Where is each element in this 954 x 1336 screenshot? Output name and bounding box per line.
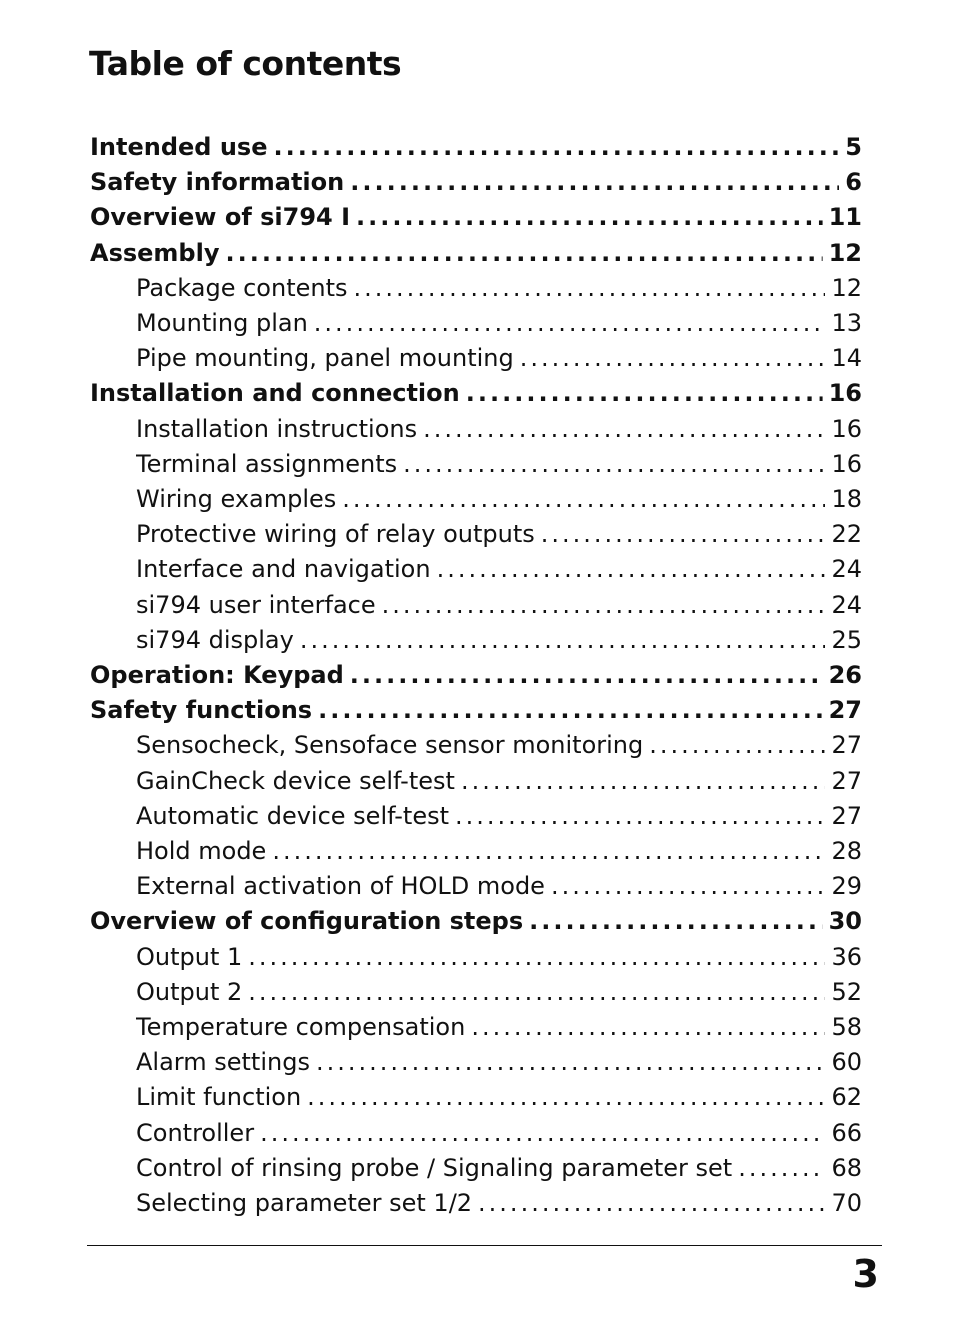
- toc-subentry[interactable]: [136, 412, 862, 447]
- toc-entry-title: Safety functions: [90, 696, 313, 725]
- toc-subentry[interactable]: [136, 623, 862, 658]
- toc-entry-title: Limit function: [136, 1083, 302, 1112]
- toc-entry-page: 14: [831, 344, 862, 373]
- toc-entry-title: Sensocheck, Sensoface sensor monitoring: [136, 731, 644, 760]
- dot-leader: [316, 1045, 826, 1080]
- dot-leader: [437, 552, 826, 587]
- dot-leader: [466, 376, 823, 411]
- toc-entry-title: Output 1: [136, 942, 243, 971]
- toc-entry-title: External activation of HOLD mode: [136, 872, 545, 901]
- dot-leader: [274, 130, 840, 165]
- dot-leader: [649, 728, 825, 763]
- dot-leader: [471, 1010, 825, 1045]
- toc-entry-title: Mounting plan: [136, 309, 308, 337]
- dot-leader: [350, 658, 823, 693]
- dot-leader: [248, 975, 825, 1010]
- dot-leader: [300, 623, 826, 658]
- dot-leader: [318, 693, 823, 728]
- dot-leader: [356, 200, 823, 235]
- toc-entry-page: 22: [831, 520, 862, 549]
- toc-entry-page: 58: [831, 1013, 862, 1041]
- toc-entry-page: 16: [831, 449, 862, 478]
- toc-subentry[interactable]: [136, 799, 862, 834]
- toc-subentry[interactable]: [136, 940, 862, 975]
- toc-entry-page: 24: [831, 555, 862, 584]
- toc-entry-title: Control of rinsing probe / Signaling parameter set: [136, 1153, 733, 1182]
- toc-entry-title: Installation instructions: [136, 414, 418, 443]
- toc-subentry[interactable]: [136, 1116, 862, 1151]
- toc-entry-title: Intended use: [90, 133, 268, 161]
- toc-subentry[interactable]: [136, 1186, 862, 1221]
- toc-entry-page: 28: [831, 837, 862, 865]
- toc-entry-page: 25: [831, 625, 862, 654]
- toc-entry-page: 27: [828, 696, 862, 725]
- toc-entry-page: 29: [831, 872, 862, 901]
- dot-leader: [225, 236, 822, 271]
- dot-leader: [354, 271, 826, 306]
- toc-entry-title: Assembly: [90, 238, 220, 267]
- toc-entry-title: Temperature compensation: [136, 1013, 466, 1041]
- toc-entry-title: Automatic device self-test: [136, 801, 449, 830]
- toc-entry-title: Selecting parameter set 1/2: [136, 1189, 473, 1217]
- toc-entry-title: Pipe mounting, panel mounting: [136, 344, 514, 373]
- toc-entry-page: 62: [831, 1083, 862, 1112]
- page-title: Table of contents: [89, 44, 402, 83]
- dot-leader: [423, 412, 825, 447]
- toc-entry-page: 12: [828, 238, 862, 267]
- footer-divider: [87, 1245, 882, 1246]
- toc-entry-page: 27: [831, 801, 862, 830]
- toc-entry-page: 66: [831, 1118, 862, 1147]
- toc-entry-page: 36: [831, 942, 862, 971]
- toc-subentry[interactable]: [136, 764, 862, 799]
- dot-leader: [382, 588, 826, 623]
- dot-leader: [342, 482, 825, 517]
- toc-entry-title: Protective wiring of relay outputs: [136, 520, 535, 549]
- toc-entry-page: 13: [831, 309, 862, 337]
- toc-subentry[interactable]: [136, 517, 862, 552]
- dot-leader: [272, 834, 825, 869]
- toc-entry-page: 16: [831, 414, 862, 443]
- toc-entry-title: Alarm settings: [136, 1048, 310, 1077]
- toc-subentry[interactable]: [136, 1010, 862, 1045]
- toc-entry-page: 11: [828, 203, 862, 232]
- dot-leader: [478, 1186, 825, 1221]
- page-number: 3: [852, 1252, 879, 1296]
- dot-leader: [307, 1080, 825, 1115]
- toc-entry-title: si794 user interface: [136, 590, 376, 619]
- toc-entry[interactable]: [90, 130, 862, 165]
- toc-entry[interactable]: [90, 200, 862, 235]
- dot-leader: [551, 869, 826, 904]
- dot-leader: [738, 1151, 825, 1186]
- toc-entry-page: 52: [831, 977, 862, 1006]
- toc-entry-title: Output 2: [136, 977, 243, 1006]
- toc-entry-title: Terminal assignments: [136, 449, 398, 478]
- toc-entry-page: 68: [831, 1153, 862, 1182]
- toc-entry-page: 27: [831, 731, 862, 760]
- toc-entry-title: Overview of si794 I: [90, 203, 351, 232]
- toc-entry[interactable]: [90, 904, 862, 939]
- toc-entry-title: Overview of configuration steps: [90, 907, 524, 936]
- toc-subentry[interactable]: [136, 975, 862, 1010]
- toc-subentry[interactable]: [136, 869, 862, 904]
- toc-entry-page: 5: [845, 133, 862, 161]
- toc-entry-title: Interface and navigation: [136, 555, 431, 584]
- toc-entry-title: Controller: [136, 1118, 255, 1147]
- toc-entry-page: 27: [831, 766, 862, 795]
- toc-entry-page: 70: [831, 1189, 862, 1217]
- toc-subentry[interactable]: [136, 271, 862, 306]
- toc-entry[interactable]: [90, 165, 862, 200]
- toc-entry-title: Hold mode: [136, 837, 267, 865]
- toc-entry-page: 24: [831, 590, 862, 619]
- dot-leader: [350, 165, 839, 200]
- toc-entry-page: 60: [831, 1048, 862, 1077]
- toc-entry-title: si794 display: [136, 625, 294, 654]
- toc-entry[interactable]: [90, 376, 862, 411]
- toc-subentry[interactable]: [136, 341, 862, 376]
- dot-leader: [529, 904, 822, 939]
- dot-leader: [260, 1116, 825, 1151]
- toc-entry-page: 16: [828, 379, 862, 408]
- toc-subentry[interactable]: [136, 834, 862, 869]
- toc-entry[interactable]: [90, 658, 862, 693]
- toc-entry-title: Package contents: [136, 273, 348, 302]
- dot-leader: [461, 764, 826, 799]
- toc-entry-page: 30: [828, 907, 862, 936]
- toc-subentry[interactable]: [136, 1045, 862, 1080]
- toc-entry[interactable]: [90, 236, 862, 271]
- dot-leader: [520, 341, 826, 376]
- dot-leader: [403, 447, 825, 482]
- toc-entry-title: GainCheck device self-test: [136, 766, 455, 795]
- toc-entry-title: Safety information: [90, 168, 345, 197]
- dot-leader: [314, 306, 826, 341]
- toc-entry-page: 6: [845, 168, 862, 197]
- toc-entry-page: 18: [831, 485, 862, 513]
- toc-subentry[interactable]: [136, 552, 862, 587]
- toc-entry-page: 12: [831, 273, 862, 302]
- toc-subentry[interactable]: [136, 1151, 862, 1186]
- toc-entry-page: 26: [828, 661, 862, 689]
- toc-entry-title: Operation: Keypad: [90, 661, 344, 689]
- toc-entry-title: Wiring examples: [136, 485, 337, 513]
- toc-subentry[interactable]: [136, 1080, 862, 1115]
- toc-subentry[interactable]: [136, 306, 862, 341]
- dot-leader: [455, 799, 825, 834]
- toc-subentry[interactable]: [136, 482, 862, 517]
- toc-subentry[interactable]: [136, 588, 862, 623]
- dot-leader: [248, 940, 825, 975]
- toc-entry[interactable]: [90, 693, 862, 728]
- toc-entry-title: Installation and connection: [90, 379, 460, 408]
- toc-subentry[interactable]: [136, 728, 862, 763]
- dot-leader: [541, 517, 826, 552]
- toc-subentry[interactable]: [136, 447, 862, 482]
